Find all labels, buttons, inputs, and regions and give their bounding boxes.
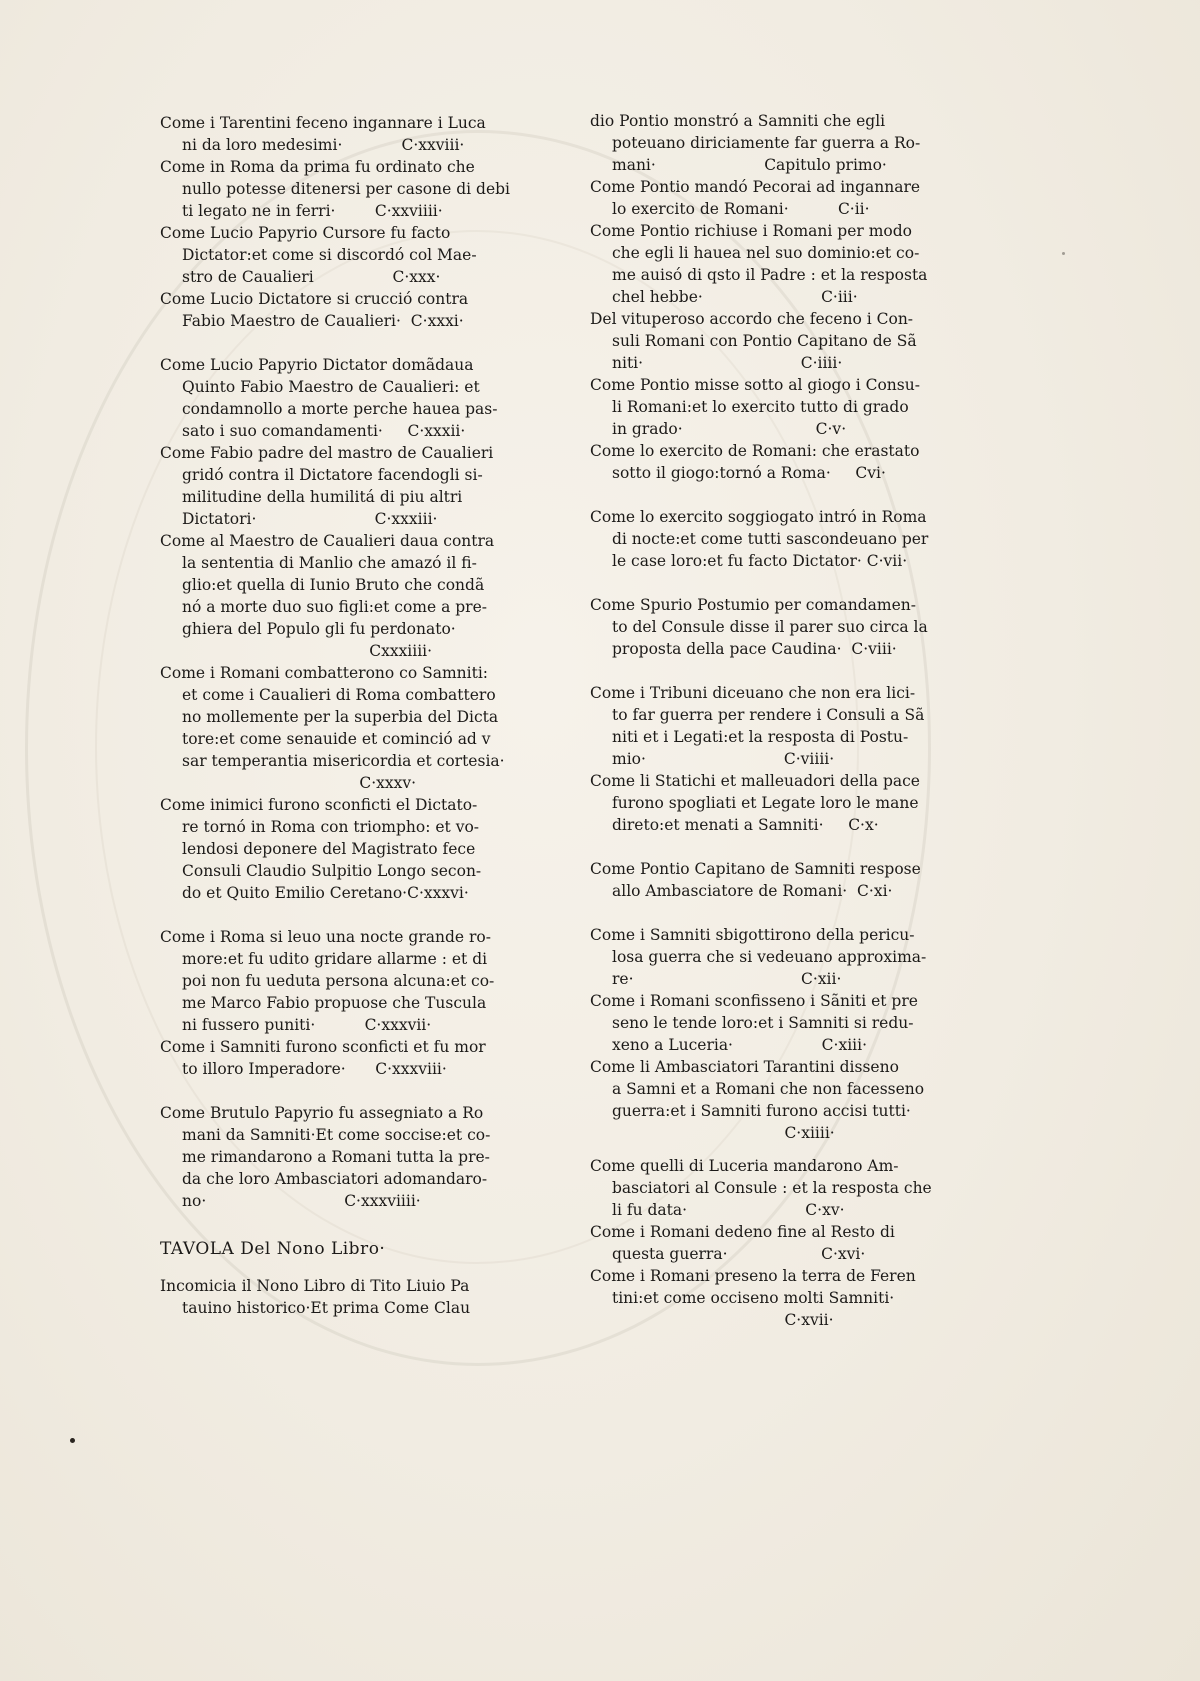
entry-line: Dictator:et come si discordó col Mae- bbox=[182, 246, 477, 264]
entry-line: re· C·xii· bbox=[612, 970, 842, 988]
entry-line: Come Lucio Papyrio Cursore fu facto bbox=[160, 224, 451, 242]
entry-line: more:et fu udito gridare allarme : et di bbox=[182, 950, 488, 968]
chapter-entry bbox=[590, 770, 970, 836]
entry-line: Come Lucio Papyrio Dictator domãdaua bbox=[160, 356, 474, 374]
entry-line: niti· C·iiii· bbox=[612, 354, 843, 372]
entry-line: poi non fu ueduta persona alcuna:et co- bbox=[182, 972, 495, 990]
entry-line: le case loro:et fu facto Dictator· C·vii· bbox=[612, 552, 908, 570]
entry-line: Come li Ambasciatori Tarantini disseno bbox=[590, 1058, 899, 1076]
entry-line: tauino historico·Et prima Come Clau bbox=[182, 1299, 471, 1317]
chapter-entry bbox=[590, 110, 970, 176]
entry-line: chel hebbe· C·iii· bbox=[612, 288, 858, 306]
chapter-entry bbox=[590, 440, 970, 484]
ink-speck bbox=[70, 1438, 75, 1443]
entry-line: Come i Romani preseno la terra de Feren bbox=[590, 1267, 916, 1285]
chapter-entry bbox=[590, 506, 970, 572]
paragraph-gap bbox=[160, 1080, 540, 1102]
entry-line: Come lo exercito de Romani: che erastato bbox=[590, 442, 920, 460]
chapter-entry bbox=[590, 220, 970, 308]
entry-line: sotto il giogo:tornó a Roma· Cvi· bbox=[612, 464, 886, 482]
chapter-entry bbox=[160, 1036, 540, 1080]
entry-line: Come Fabio padre del mastro de Caualieri bbox=[160, 444, 494, 462]
entry-line: to del Consule disse il parer suo circa la bbox=[612, 618, 928, 636]
paragraph-gap bbox=[590, 572, 970, 594]
chapter-entry bbox=[160, 794, 540, 904]
entry-line: Come Spurio Postumio per comandamen- bbox=[590, 596, 916, 614]
chapter-entry bbox=[160, 442, 540, 530]
chapter-entry bbox=[160, 530, 540, 662]
entry-line: Come Pontio misse sotto al giogo i Consu- bbox=[590, 376, 920, 394]
entry-line: ghiera del Populo gli fu perdonato· bbox=[182, 620, 456, 638]
entry-line: nó a morte duo suo figli:et come a pre- bbox=[182, 598, 487, 616]
chapter-entry bbox=[590, 682, 970, 770]
entry-line: Come i Tribuni diceuano che non era lici- bbox=[590, 684, 916, 702]
chapter-entry bbox=[590, 308, 970, 374]
chapter-entry bbox=[590, 1221, 970, 1265]
entry-line: Come i Romani dedeno fine al Resto di bbox=[590, 1223, 895, 1241]
entry-line: a Samni et a Romani che non facesseno bbox=[612, 1080, 925, 1098]
entry-line: Come Pontio Capitano de Samniti respose bbox=[590, 860, 921, 878]
entry-line: sar temperantia misericordia et cortesia· bbox=[182, 752, 505, 770]
entry-line: lo exercito de Romani· C·ii· bbox=[612, 200, 870, 218]
paragraph-gap bbox=[590, 836, 970, 858]
entry-line: che egli li hauea nel suo dominio:et co- bbox=[612, 244, 920, 262]
entry-line: tore:et come senauide et cominció ad v bbox=[182, 730, 491, 748]
paragraph-gap bbox=[590, 660, 970, 682]
entry-line: nullo potesse ditenersi per casone di debi bbox=[182, 180, 510, 198]
entry-line: Quinto Fabio Maestro de Caualieri: et bbox=[182, 378, 480, 396]
chapter-entry bbox=[590, 990, 970, 1056]
entry-line: Come in Roma da prima fu ordinato che bbox=[160, 158, 475, 176]
entry-line: seno le tende loro:et i Samniti si redu- bbox=[612, 1014, 914, 1032]
entry-line: Consuli Claudio Sulpitio Longo secon- bbox=[182, 862, 482, 880]
entry-line: ni da loro medesimi· C·xxviii· bbox=[182, 136, 465, 154]
entry-line: to far guerra per rendere i Consuli a Sã bbox=[612, 706, 925, 724]
chapter-entry bbox=[590, 858, 970, 902]
entry-line: Come i Romani sconfisseno i Sãniti et pre bbox=[590, 992, 918, 1010]
chapter-entry bbox=[590, 1155, 970, 1221]
entry-line: mani da Samniti·Et come soccise:et co- bbox=[182, 1126, 491, 1144]
entry-line: glio:et quella di Iunio Bruto che condã bbox=[182, 576, 485, 594]
chapter-entry bbox=[160, 112, 540, 156]
entry-line: mio· C·viiii· bbox=[612, 750, 835, 768]
entry-line: li fu data· C·xv· bbox=[612, 1201, 845, 1219]
entry-line: suli Romani con Pontio Capitano de Sã bbox=[612, 332, 917, 350]
entry-line: Dictatori· C·xxxiii· bbox=[182, 510, 438, 528]
entry-line: C·xxxv· bbox=[182, 774, 417, 792]
entry-line: Come Pontio richiuse i Romani per modo bbox=[590, 222, 912, 240]
section-title: TAVOLA Del Nono Libro· bbox=[160, 1239, 386, 1259]
entry-line: direto:et menati a Samniti· C·x· bbox=[612, 816, 879, 834]
chapter-entry bbox=[590, 594, 970, 660]
entry-line: Come Lucio Dictatore si crucció contra bbox=[160, 290, 469, 308]
paragraph-gap bbox=[590, 484, 970, 506]
chapter-entry bbox=[160, 926, 540, 1036]
entry-line: proposta della pace Caudina· C·viii· bbox=[612, 640, 897, 658]
chapter-entry bbox=[590, 1056, 970, 1144]
entry-line: et come i Caualieri di Roma combattero bbox=[182, 686, 496, 704]
entry-line: gridó contra il Dictatore facendogli si- bbox=[182, 466, 483, 484]
paragraph-gap bbox=[160, 904, 540, 926]
chapter-entry bbox=[160, 222, 540, 288]
entry-line: la sententia di Manlio che amazó il fi- bbox=[182, 554, 477, 572]
entry-line: sato i suo comandamenti· C·xxxii· bbox=[182, 422, 466, 440]
entry-line: Come lo exercito soggiogato intró in Roma bbox=[590, 508, 927, 526]
chapter-entry bbox=[590, 176, 970, 220]
chapter-entry bbox=[160, 1102, 540, 1212]
entry-line: losa guerra che si vedeuano approxima- bbox=[612, 948, 927, 966]
entry-line: in grado· C·v· bbox=[612, 420, 847, 438]
entry-line: dio Pontio monstró a Samniti che egli bbox=[590, 112, 886, 130]
entry-line: Come inimici furono sconficti el Dictato- bbox=[160, 796, 478, 814]
left-text-column bbox=[160, 112, 540, 1319]
entry-line: Del vituperoso accordo che feceno i Con- bbox=[590, 310, 914, 328]
entry-line: xeno a Luceria· C·xiii· bbox=[612, 1036, 868, 1054]
entry-line: Come li Statichi et malleuadori della pace bbox=[590, 772, 920, 790]
entry-line: Incomicia il Nono Libro di Tito Liuio Pa bbox=[160, 1277, 470, 1295]
chapter-entry bbox=[160, 354, 540, 442]
entry-line: stro de Caualieri C·xxx· bbox=[182, 268, 441, 286]
entry-line: Come i Tarentini feceno ingannare i Luca bbox=[160, 114, 486, 132]
entry-line: no mollemente per la superbia del Dicta bbox=[182, 708, 499, 726]
entry-line: Cxxxiiii· bbox=[182, 642, 433, 660]
chapter-entry bbox=[590, 924, 970, 990]
right-text-column bbox=[590, 110, 970, 1331]
entry-line: me Marco Fabio propuose che Tuscula bbox=[182, 994, 487, 1012]
ink-speck bbox=[1062, 252, 1065, 255]
chapter-entry bbox=[160, 156, 540, 222]
entry-line: da che loro Ambasciatori adomandaro- bbox=[182, 1170, 488, 1188]
entry-line: Come i Samniti sbigottirono della pericu- bbox=[590, 926, 915, 944]
entry-line: ni fussero puniti· C·xxxvii· bbox=[182, 1016, 432, 1034]
entry-line: Fabio Maestro de Caualieri· C·xxxi· bbox=[182, 312, 464, 330]
entry-line: to illoro Imperadore· C·xxxviii· bbox=[182, 1060, 447, 1078]
entry-line: questa guerra· C·xvi· bbox=[612, 1245, 866, 1263]
entry-line: tini:et come occiseno molti Samniti· bbox=[612, 1289, 895, 1307]
chapter-entry bbox=[590, 1265, 970, 1331]
chapter-entry bbox=[160, 288, 540, 332]
paragraph-gap bbox=[590, 1144, 970, 1155]
chapter-entry bbox=[590, 374, 970, 440]
entry-line: no· C·xxxviiii· bbox=[182, 1192, 421, 1210]
entry-line: Come i Roma si leuo una nocte grande ro- bbox=[160, 928, 491, 946]
entry-line: condamnollo a morte perche hauea pas- bbox=[182, 400, 498, 418]
entry-line: li Romani:et lo exercito tutto di grado bbox=[612, 398, 909, 416]
entry-line: militudine della humilitá di piu altri bbox=[182, 488, 463, 506]
entry-line: lendosi deponere del Magistrato fece bbox=[182, 840, 476, 858]
entry-line: mani· Capitulo primo· bbox=[612, 156, 887, 174]
entry-line: furono spogliati et Legate loro le mane bbox=[612, 794, 919, 812]
entry-line: niti et i Legati:et la resposta di Postu- bbox=[612, 728, 909, 746]
entry-line: do et Quito Emilio Ceretano·C·xxxvi· bbox=[182, 884, 469, 902]
entry-line: C·xvii· bbox=[612, 1311, 834, 1329]
entry-line: allo Ambasciatore de Romani· C·xi· bbox=[612, 882, 893, 900]
entry-line: Come al Maestro de Caualieri daua contra bbox=[160, 532, 495, 550]
entry-line: Come Brutulo Papyrio fu assegniato a Ro bbox=[160, 1104, 484, 1122]
entry-line: me rimandarono a Romani tutta la pre- bbox=[182, 1148, 490, 1166]
entry-line: Come i Romani combatterono co Samniti: bbox=[160, 664, 489, 682]
paragraph-gap bbox=[160, 1212, 540, 1234]
entry-line: di nocte:et come tutti sascondeuano per bbox=[612, 530, 929, 548]
entry-line: poteuano diriciamente far guerra a Ro- bbox=[612, 134, 921, 152]
paragraph-gap bbox=[160, 332, 540, 354]
entry-line: Come quelli di Luceria mandarono Am- bbox=[590, 1157, 899, 1175]
chapter-entry bbox=[160, 1275, 540, 1319]
entry-line: basciatori al Consule : et la resposta che bbox=[612, 1179, 932, 1197]
entry-line: guerra:et i Samniti furono accisi tutti· bbox=[612, 1102, 911, 1120]
entry-line: Come i Samniti furono sconficti et fu mor bbox=[160, 1038, 486, 1056]
paragraph-gap bbox=[160, 1264, 540, 1275]
entry-line: Come Pontio mandó Pecorai ad ingannare bbox=[590, 178, 921, 196]
entry-line: C·xiiii· bbox=[612, 1124, 835, 1142]
entry-line: me auisó di qsto il Padre : et la resposta bbox=[612, 266, 928, 284]
chapter-entry bbox=[160, 662, 540, 794]
entry-line: ti legato ne in ferri· C·xxviiii· bbox=[182, 202, 443, 220]
paragraph-gap bbox=[590, 902, 970, 924]
entry-line: re tornó in Roma con triompho: et vo- bbox=[182, 818, 480, 836]
